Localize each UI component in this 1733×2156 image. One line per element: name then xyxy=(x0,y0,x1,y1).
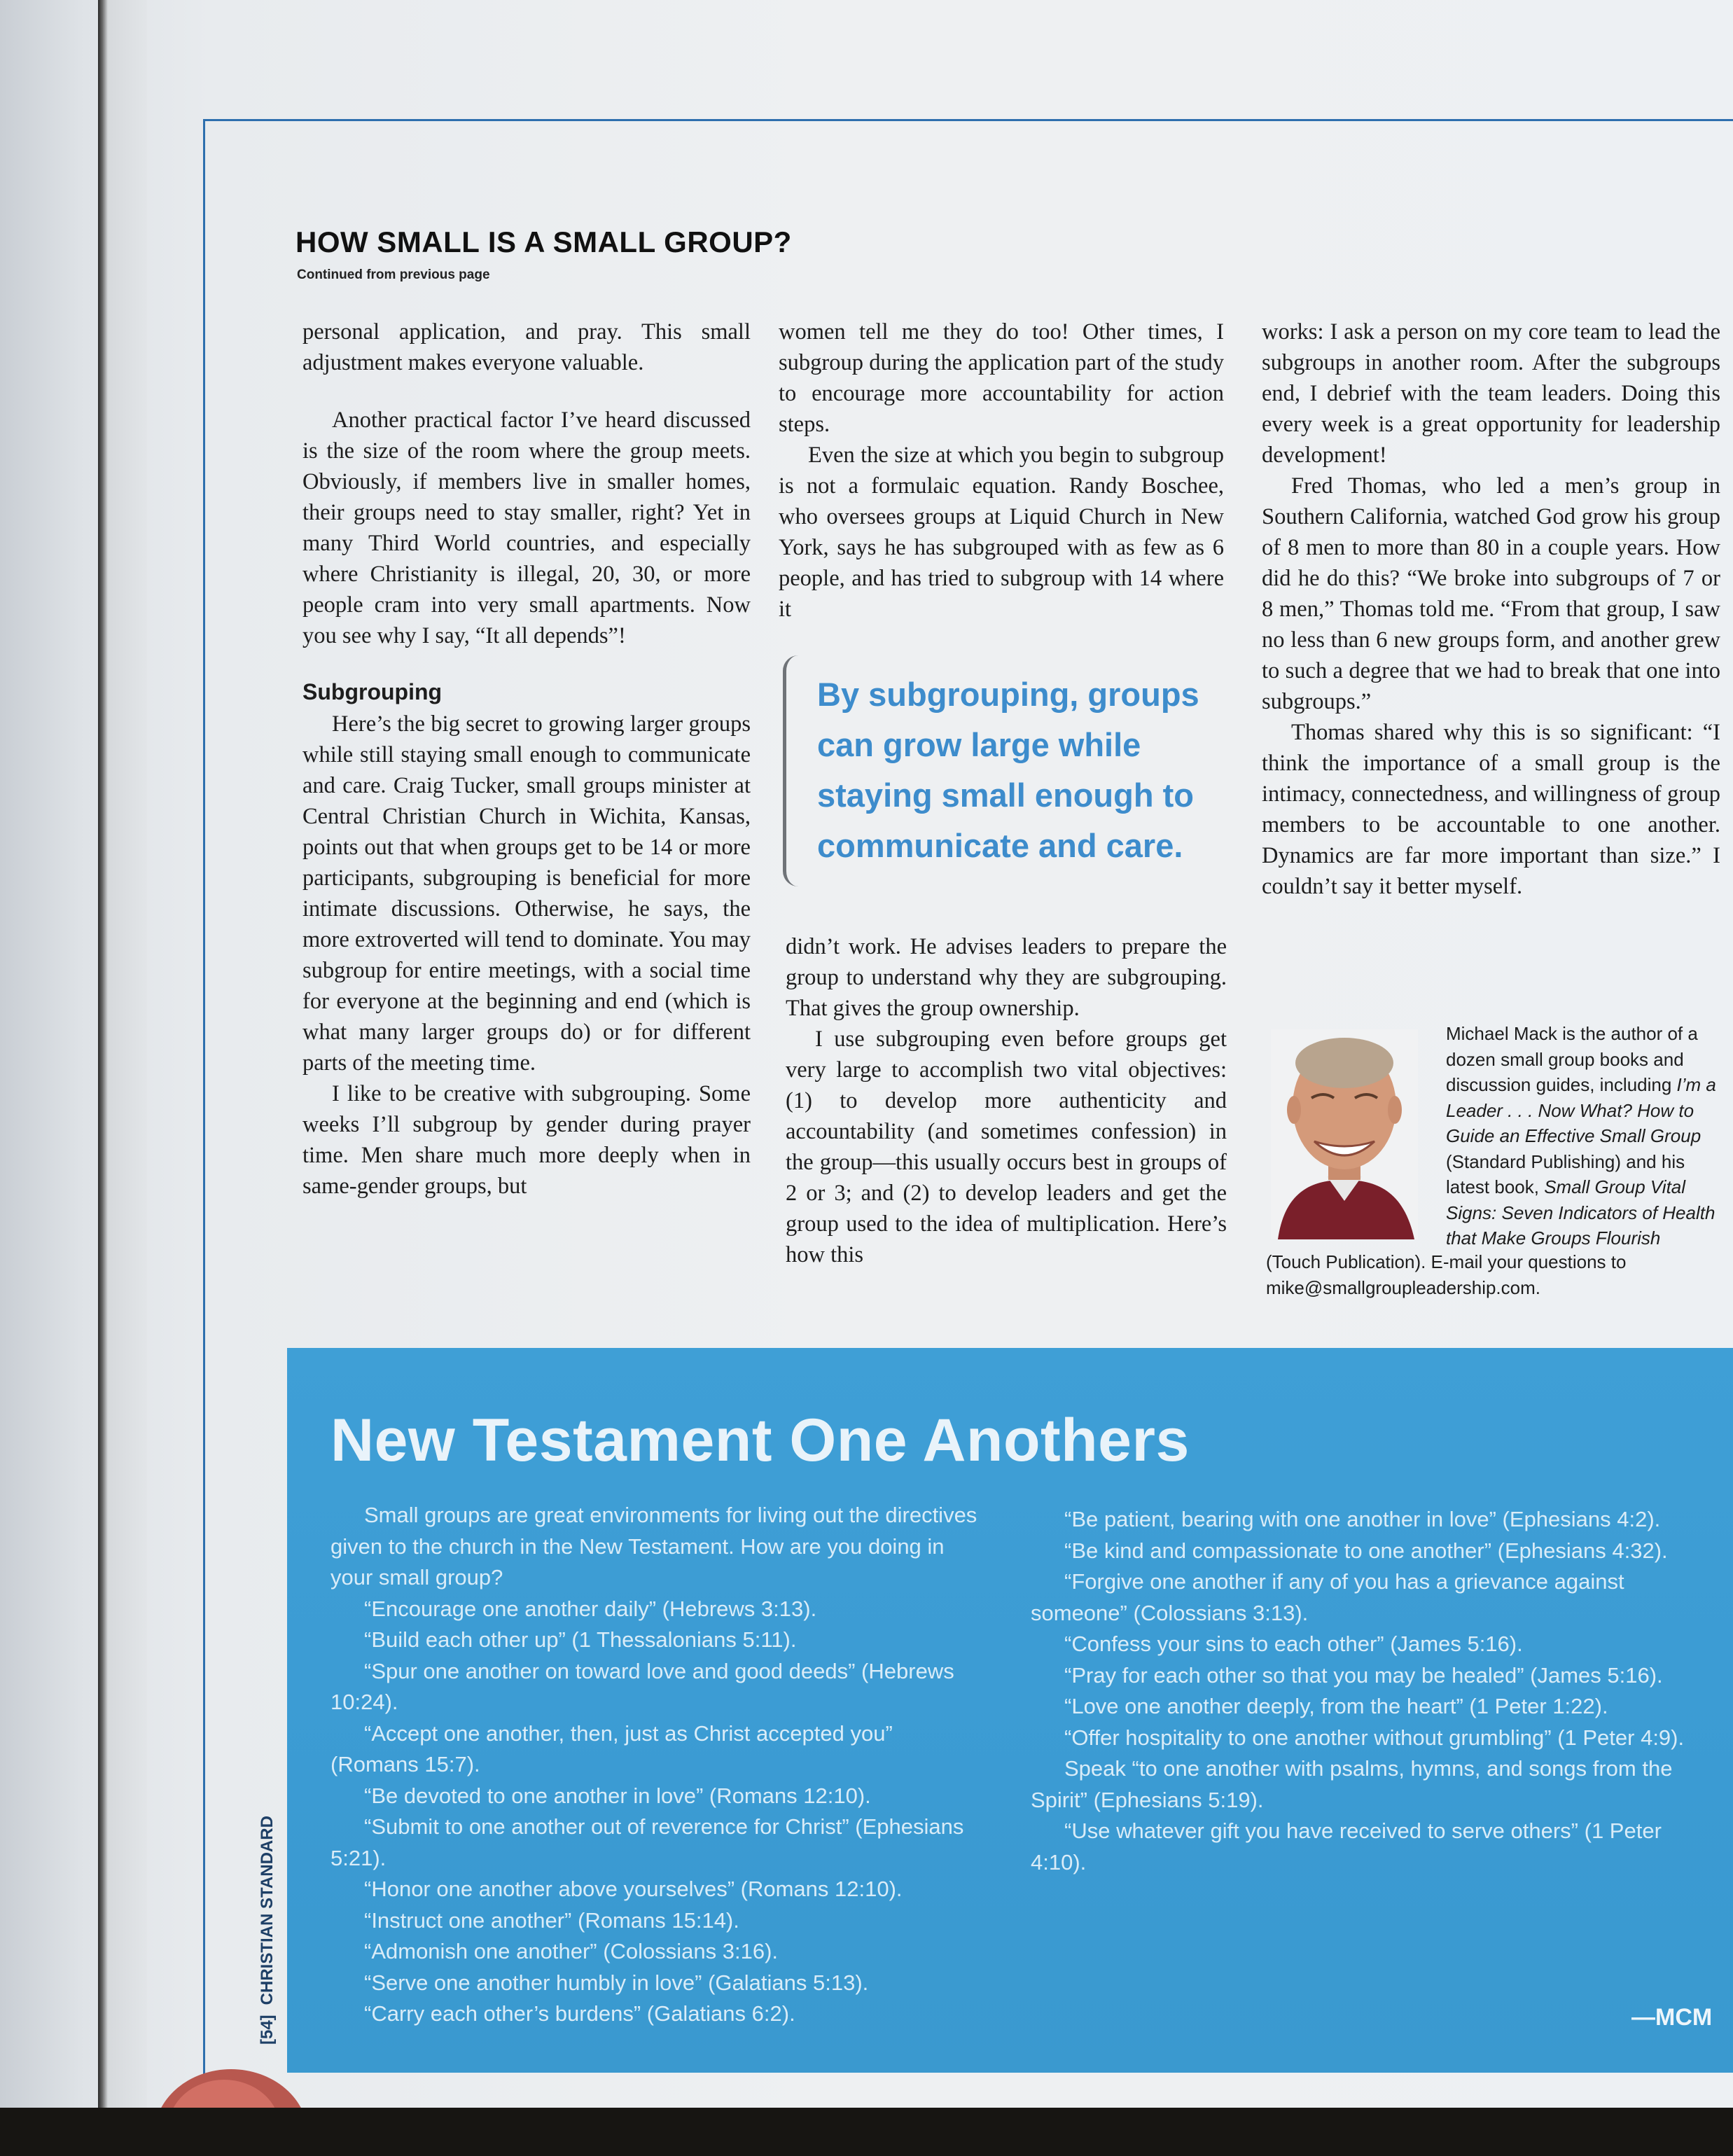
page-number: [54] xyxy=(258,2015,277,2045)
author-photo xyxy=(1271,1029,1418,1239)
paragraph: women tell me they do too! Other times, I subgroup during the application part of the study to encourage more accountability for action steps. xyxy=(779,319,1224,437)
author-bio xyxy=(1446,1021,1726,1251)
pull-quote xyxy=(783,655,1234,886)
paragraph: Fred Thomas, who led a men’s group in Southern California, watched God grow his group of 8 men to more than 80 in a couple years. How did he do this? “We broke into subgroups of 7 or 8 men,” Thomas told me. “From that group, I saw no less than 6 new groups form, and another grew to such a degree that we had to break that one into subgroups.” xyxy=(1262,473,1720,714)
sidebar-signoff: —MCM xyxy=(1631,2004,1713,2031)
one-another-item: “Spur one another on toward love and good deeds” (Hebrews 10:24). xyxy=(330,1658,954,1714)
magazine-name: CHRISTIAN STANDARD xyxy=(258,1816,277,2005)
subheading-subgrouping: Subgrouping xyxy=(302,679,443,704)
paragraph: didn’t work. He advises leaders to prepare the group to understand why they are subgrouping. That gives the group ownership. xyxy=(786,934,1227,1021)
one-another-item: “Offer hospitality to one another without grumbling” (1 Peter 4:9). xyxy=(1064,1725,1685,1750)
one-another-item: “Submit to one another out of reverence for Christ” (Ephesians 5:21). xyxy=(330,1814,964,1870)
one-another-item: “Be kind and compassionate to one another” (Ephesians 4:32). xyxy=(1064,1538,1668,1563)
one-another-item: “Encourage one another daily” (Hebrews 3:13). xyxy=(364,1596,817,1621)
bio-text: Michael Mack is the author of a dozen small group books and discussion guides, including xyxy=(1446,1023,1698,1095)
one-another-item: “Love one another deeply, from the heart” (1 Peter 1:22). xyxy=(1064,1694,1608,1718)
one-another-item: “Be patient, bearing with one another in love” (Ephesians 4:2). xyxy=(1064,1507,1661,1531)
article-column-3 xyxy=(1262,317,1720,902)
paragraph: works: I ask a person on my core team to lead the subgroups in another room. After the subgroups end, I debrief with the team leaders. Doing this every week is a great opportunity for leadership development! xyxy=(1262,319,1720,468)
continued-note: Continued from previous page xyxy=(297,267,490,282)
one-another-item: “Instruct one another” (Romans 15:14). xyxy=(364,1907,739,1933)
article-column-2-top xyxy=(779,317,1224,625)
paragraph: Here’s the big secret to growing larger groups while still staying small enough to communicate and care. Craig Tucker, small groups minister at Central Christian Church in Wichita, Kansas, points out that when groups get to be 14 or more participants, subgrouping is beneficial for more intimate discussions. Otherwise, he says, the more extroverted will tend to dominate. You may subgroup for entire meetings, with a social time for everyone at the beginning and end (which is what many larger groups do) or for different parts of the meeting time. xyxy=(302,711,751,1076)
one-another-item: “Carry each other’s burdens” (Galatians 6:2). xyxy=(364,2001,795,2026)
author-bio-contact: (Touch Publication). E-mail your questions to mike@smallgroupleadership.com. xyxy=(1266,1251,1627,1298)
paragraph: Even the size at which you begin to subgroup is not a formulaic equation. Randy Boschee, who oversees groups at Liquid Church in New York, says he has subgrouped with as few as 6 people, and has tried to subgroup with 14 where it xyxy=(779,443,1224,622)
one-another-item: “Confess your sins to each other” (James 5:16). xyxy=(1064,1632,1523,1656)
sidebar-title: New Testament One Anothers xyxy=(330,1407,1190,1474)
paragraph: Another practical factor I’ve heard discussed is the size of the room where the group meets. Obviously, if members live in smaller homes, their groups need to stay smaller, right? Yet in many Third World countries, and especially where Christianity is illegal, 20, 30, or more people cram into very small apartments. Now you see why I say, “It all depends”! xyxy=(302,408,751,648)
paragraph: personal application, and pray. This small adjustment makes everyone valuable. xyxy=(302,319,751,375)
one-another-item: “Be devoted to one another in love” (Romans 12:10). xyxy=(364,1783,871,1808)
bio-book-title: I’m a Leader . . . Now What? How to Guide an Effective Small Group xyxy=(1446,1074,1716,1146)
paragraph: I like to be creative with subgrouping. Some weeks I’ll subgroup by gender during prayer time. Men share much more deeply when in same-gender groups, but xyxy=(302,1081,751,1199)
one-another-item: Speak “to one another with psalms, hymns, and songs from the Spirit” (Ephesians 5:19). xyxy=(1031,1756,1673,1812)
one-another-item: “Pray for each other so that you may be healed” (James 5:16). xyxy=(1064,1662,1663,1688)
article-title: HOW SMALL IS A SMALL GROUP? xyxy=(295,225,792,258)
one-another-item: “Admonish one another” (Colossians 3:16). xyxy=(364,1939,779,1963)
one-another-item: “Accept one another, then, just as Christ accepted you” (Romans 15:7). xyxy=(330,1720,893,1776)
page-folio xyxy=(258,1816,277,2045)
sidebar-column-2 xyxy=(1031,1504,1703,1878)
sidebar-column-1 xyxy=(330,1500,982,2030)
article-column-2-bottom xyxy=(786,931,1227,1270)
pull-quote-text: By subgrouping, groups can grow large while staying small enough to communicate and care. xyxy=(817,676,1199,864)
one-another-item: “Serve one another humbly in love” (Galatians 5:13). xyxy=(364,1970,869,1995)
page-gutter xyxy=(98,0,147,2115)
paragraph: I use subgrouping even before groups get very large to accomplish two vital objectives: (1) to develop more authenticity and accountability (and sometimes confession) in the group—this usually occurs best in groups of 2 or 3; and (2) to develop leaders and get the group used to the idea of multiplication. Here’s how this xyxy=(786,1027,1227,1267)
bio-text: (Standard Publishing) and his latest book, xyxy=(1446,1150,1685,1197)
one-another-item: “Honor one another above yourselves” (Romans 12:10). xyxy=(364,1877,903,1901)
paragraph: Thomas shared why this is so significant: “I think the importance of a small group is the intimacy, connectedness, and willingness of group members to be accountable to one another. Dynamics are far more important than size.” I couldn’t say it better myself. xyxy=(1262,720,1720,899)
one-another-item: “Forgive one another if any of you has a grievance against someone” (Colossians 3:13). xyxy=(1031,1569,1624,1625)
one-another-item: “Use whatever gift you have received to serve others” (1 Peter 4:10). xyxy=(1031,1818,1662,1875)
article-column-1 xyxy=(302,317,751,1202)
bio-book-title: Small Group Vital Signs: Seven Indicators of Health that Make Groups Flourish xyxy=(1446,1176,1715,1249)
sidebar-intro: Small groups are great environments for living out the directives given to the church in the New Testament. How are you doing in your small group? xyxy=(330,1503,977,1590)
background-surface xyxy=(0,2108,1733,2156)
one-another-item: “Build each other up” (1 Thessalonians 5:11). xyxy=(364,1627,797,1652)
